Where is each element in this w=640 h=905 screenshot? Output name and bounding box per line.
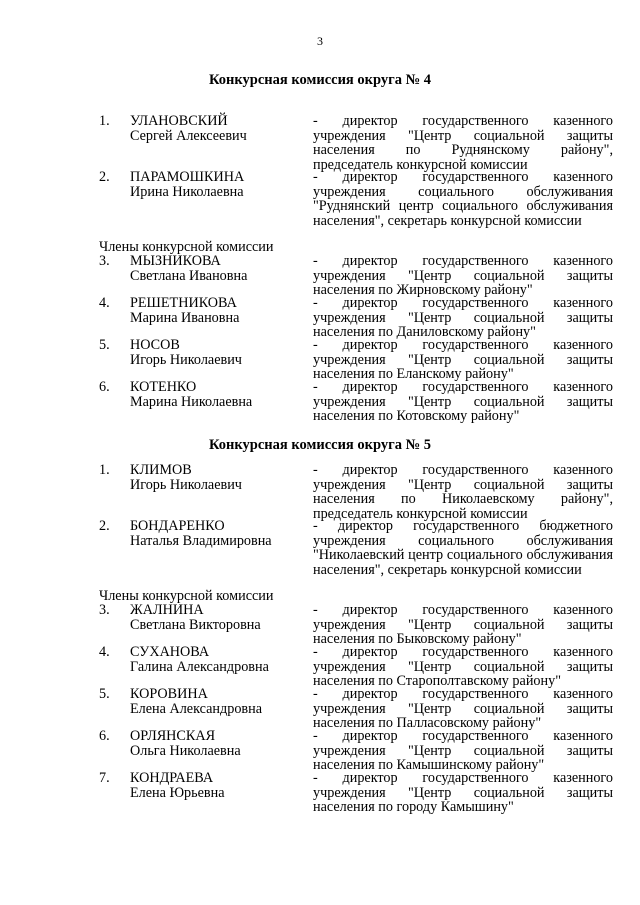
members-label: Члены конкурсной комиссии [99,588,274,604]
given-name: Елена Юрьевна [130,784,225,801]
position-description: - директор государственного казенного учреждения "Центр социальной защиты населения по Жирновскому району" [313,253,613,299]
position-description: - директор государственного казенного учреждения "Центр социальной защиты населения по Николаевскому району", председатель конкурсной комиссии [313,462,613,522]
entry-number: 3. [99,602,110,618]
surname: ОРЛЯНСКАЯ [130,728,216,744]
person-name [130,338,305,367]
entry-number: 7. [99,770,110,786]
person-name [130,380,305,409]
surname: КЛИМОВ [130,462,192,478]
given-name: Марина Ивановна [130,309,240,326]
entry-number: 6. [99,728,110,744]
entry-number: 4. [99,644,110,660]
entry-number: 1. [99,462,110,478]
given-name: Ольга Николаевна [130,742,241,759]
section-heading-district-4: Конкурсная комиссия округа № 4 [208,72,432,88]
surname: КОНДРАЕВА [130,770,214,786]
position-description: - директор государственного казенного учреждения "Центр социальной защиты населения по Быковскому району" [313,602,613,648]
person-name [130,729,305,758]
person-name [130,114,305,143]
person-name [130,463,305,492]
surname: РЕШЕТНИКОВА [130,295,237,311]
position-description: - директор государственного казенного учреждения "Центр социальной защиты населения по Даниловскому району" [313,295,613,341]
members-label: Члены конкурсной комиссии [99,239,274,255]
surname: МЫЗНИКОВА [130,253,221,269]
given-name: Ирина Николаевна [130,183,244,200]
given-name: Игорь Николаевич [130,351,242,368]
entry-number: 1. [99,113,110,129]
person-name [130,771,305,800]
position-description: - директор государственного казенного учреждения "Центр социальной защиты населения по Камышинскому району" [313,728,613,774]
person-name [130,296,305,325]
person-name [130,170,305,199]
entry-number: 2. [99,169,110,185]
entry-number: 5. [99,686,110,702]
section-heading-district-5: Конкурсная комиссия округа № 5 [208,437,432,453]
surname: КОТЕНКО [130,379,197,395]
position-description: - директор государственного казенного учреждения "Центр социальной защиты населения по Еланскому району" [313,337,613,383]
surname: БОНДАРЕНКО [130,518,225,534]
person-name [130,603,305,632]
position-description: - директор государственного казенного учреждения "Центр социальной защиты населения по городу Камышину" [313,770,613,816]
surname: ЖАЛНИНА [130,602,204,618]
given-name: Светлана Ивановна [130,267,248,284]
surname: УЛАНОВСКИЙ [130,113,228,129]
person-name [130,519,305,548]
position-description: - директор государственного бюджетного учреждения социального обслуживания "Николаевский центр социального обслуживания населения", секретарь конкурсной комиссии [313,518,613,578]
person-name [130,645,305,674]
given-name: Светлана Викторовна [130,616,261,633]
surname: ПАРАМОШКИНА [130,169,245,185]
surname: НОСОВ [130,337,180,353]
position-description: - директор государственного казенного учреждения "Центр социальной защиты населения по Старополтавскому району" [313,644,613,690]
given-name: Сергей Алексеевич [130,127,247,144]
entry-number: 4. [99,295,110,311]
given-name: Елена Александровна [130,700,262,717]
given-name: Наталья Владимировна [130,532,272,549]
surname: КОРОВИНА [130,686,208,702]
given-name: Марина Николаевна [130,393,253,410]
entry-number: 6. [99,379,110,395]
position-description: - директор государственного казенного учреждения "Центр социальной защиты населения по Руднянскому району", председатель конкурсной комиссии [313,113,613,173]
position-description: - директор государственного казенного учреждения "Центр социальной защиты населения по Котовскому району" [313,379,613,425]
given-name: Галина Александровна [130,658,269,675]
position-description: - директор государственного казенного учреждения социального обслуживания "Руднянский центр социального обслуживания населения", секретарь конкурсной комиссии [313,169,613,229]
page-number: 3 [317,34,323,48]
entry-number: 3. [99,253,110,269]
person-name [130,687,305,716]
entry-number: 2. [99,518,110,534]
position-description: - директор государственного казенного учреждения "Центр социальной защиты населения по Палласовскому району" [313,686,613,732]
person-name [130,254,305,283]
surname: СУХАНОВА [130,644,210,660]
given-name: Игорь Николаевич [130,476,242,493]
entry-number: 5. [99,337,110,353]
